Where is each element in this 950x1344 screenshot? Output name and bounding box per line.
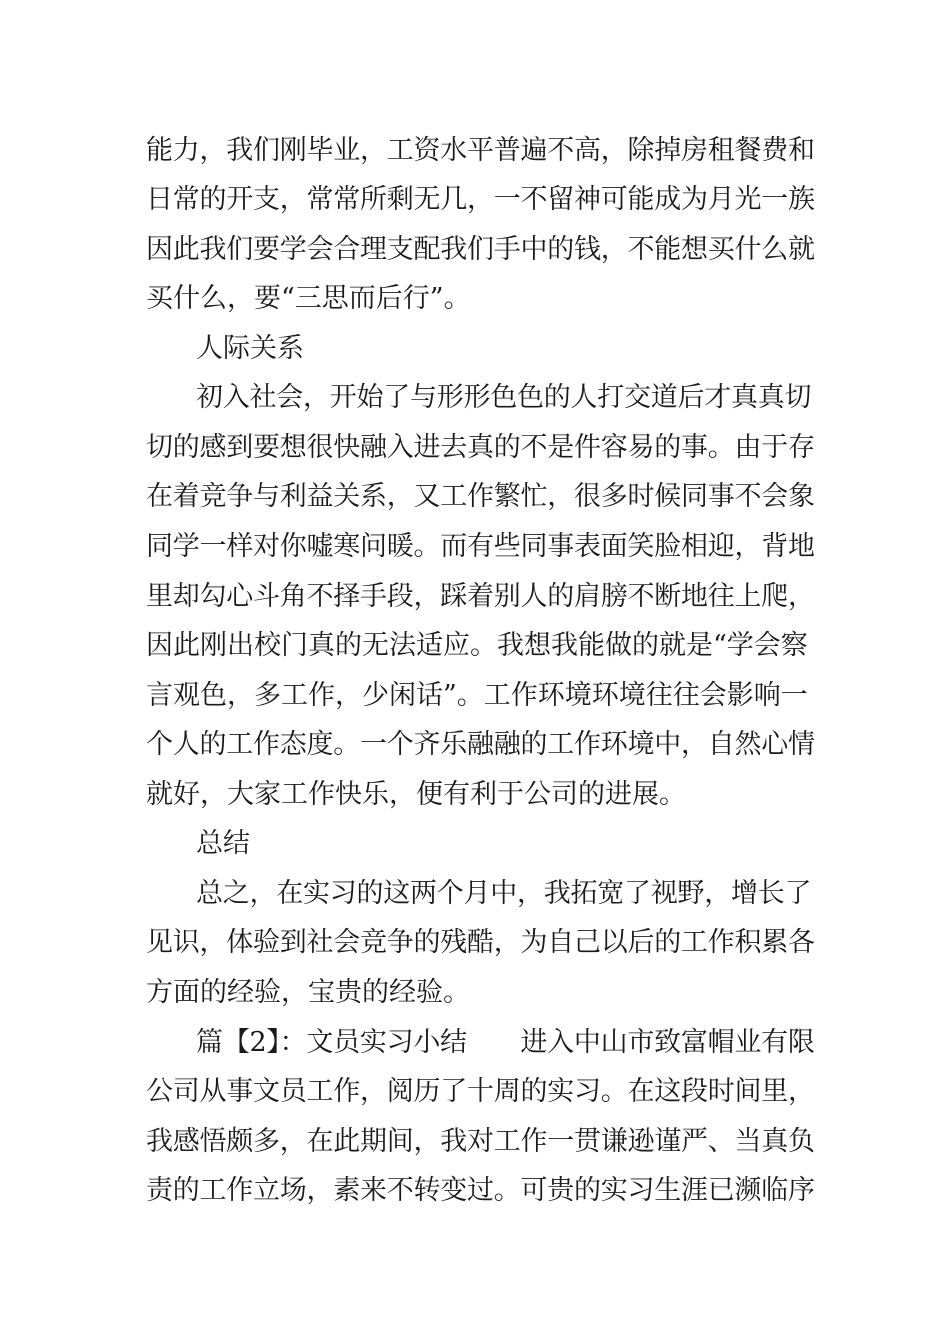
text-line: 总之，在实习的这两个月中，我拓宽了视野，增长了: [196, 878, 812, 909]
text-line: 买什么，要“三思而后行”。: [146, 283, 471, 314]
text-line: 里却勾心斗角不择手段，踩着别人的肩膀不断地往上爬，: [146, 581, 815, 612]
text-line: 就好，大家工作快乐，便有利于公司的进展。: [146, 779, 686, 810]
text-line: 我感悟颇多，在此期间，我对工作一贯谦逊谨严、当真负: [146, 1126, 815, 1157]
text-line: 篇【2】：文员实习小结 进入中山市致富帽业有限: [196, 1027, 815, 1058]
text-line: 在着竞争与利益关系，又工作繁忙，很多时候同事不会象: [146, 481, 815, 512]
section-heading: 总结: [196, 828, 250, 859]
text-line: 日常的开支，常常所剩无几，一不留神可能成为月光一族: [146, 184, 815, 215]
text-line: 责的工作立场，素来不转变过。可贵的实习生涯已濒临序: [146, 1175, 815, 1206]
text-line: 切的感到要想很快融入进去真的不是件容易的事。由于存: [146, 432, 815, 463]
text-line: 同学一样对你嘘寒问暖。而有些同事表面笑脸相迎，背地: [146, 531, 815, 562]
text-line: 能力，我们刚毕业，工资水平普遍不高，除掉房租餐费和: [146, 135, 815, 166]
text-line: 因此我们要学会合理支配我们手中的钱，不能想买什么就: [146, 234, 815, 265]
text-line: 个人的工作态度。一个齐乐融融的工作环境中，自然心情: [146, 729, 815, 760]
text-line: 方面的经验，宝贵的经验。: [146, 977, 470, 1008]
text-line: 公司从事文员工作，阅历了十周的实习。在这段时间里，: [146, 1076, 815, 1107]
text-line: 因此刚出校门真的无法适应。我想我能做的就是“学会察: [146, 630, 808, 661]
text-line: 见识，体验到社会竞争的残酷，为自己以后的工作积累各: [146, 927, 815, 958]
text-line: 言观色，多工作，少闲话”。工作环境环境往往会影响一: [146, 680, 808, 711]
section-heading: 人际关系: [196, 333, 304, 364]
text-line: 初入社会，开始了与形形色色的人打交道后才真真切: [196, 382, 812, 413]
